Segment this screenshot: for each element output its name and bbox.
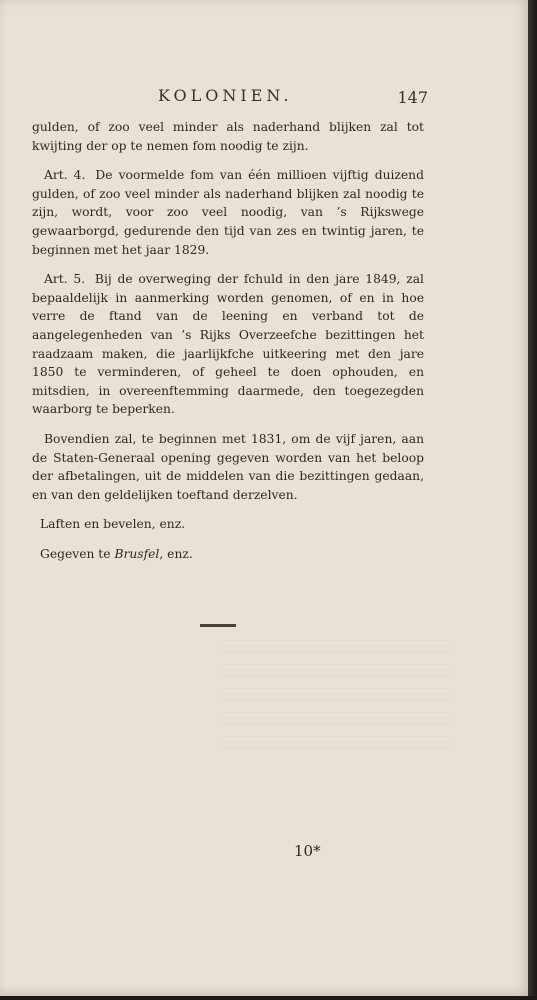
page-number: 147 (397, 88, 428, 107)
page-bottom-edge (0, 996, 537, 1000)
closing-line-1: Laften en bevelen, enz. (40, 517, 186, 532)
article-number: Art. 5. (44, 272, 86, 287)
closing-suffix: , enz. (159, 546, 193, 561)
body-text (32, 118, 424, 574)
end-rule (200, 624, 236, 627)
paragraph-text: Bovendien zal, te beginnen met 1831, om de vijf jaren, aan de Staten-Generaal opening gegeven worden van het beloop der afbetalingen, uit de middelen van die bezittingen gedaan, en van den geldelijken toeftand derzelven. (32, 431, 424, 502)
closing-place: Brusfel (114, 546, 160, 561)
paragraph-text: gulden, of zoo veel minder als naderhand blijken zal tot kwijting der op te nemen fom noodig te zijn. (32, 120, 424, 153)
paragraph-text: Bij de overweging der fchuld in den jare 1849, zal bepaaldelijk in aanmerking worden genomen, of en in hoe verre de ftand van de leening en verband tot de aangelegenheden van ’s Rijks Overzeefche bezittingen het raadzaam maken, die jaarlijkfche uitkeering met den jare 1850 te verminderen, of geheel te doen ophouden, en mitsdien, in overeenftemming daarmede, den toegezegden waarborg te beperken. (32, 272, 424, 417)
paragraph-art-4 (32, 166, 424, 259)
article-number: Art. 4. (44, 168, 86, 183)
paragraph-bovendien (32, 430, 424, 504)
paragraph-art-5 (32, 270, 424, 419)
paragraph-continuation (32, 118, 424, 155)
page-edge-shadow (528, 0, 537, 1000)
signature-mark: 10* (294, 842, 321, 860)
closing-prefix: Gegeven te (40, 546, 115, 561)
page-header (40, 86, 434, 110)
show-through-texture (220, 640, 450, 760)
paragraph-text: De voormelde fom van één millioen vijftig duizend gulden, of zoo veel minder als naderhand blijken zal noodig te zijn, wordt, voor zoo veel noodig, van ’s Rijkswege gewaarborgd, gedurende den tijd van zes en twintig jaren, te beginnen met het jaar 1829. (32, 168, 424, 257)
closing-line-2 (32, 545, 424, 564)
running-title: KOLONIEN. (158, 86, 293, 105)
